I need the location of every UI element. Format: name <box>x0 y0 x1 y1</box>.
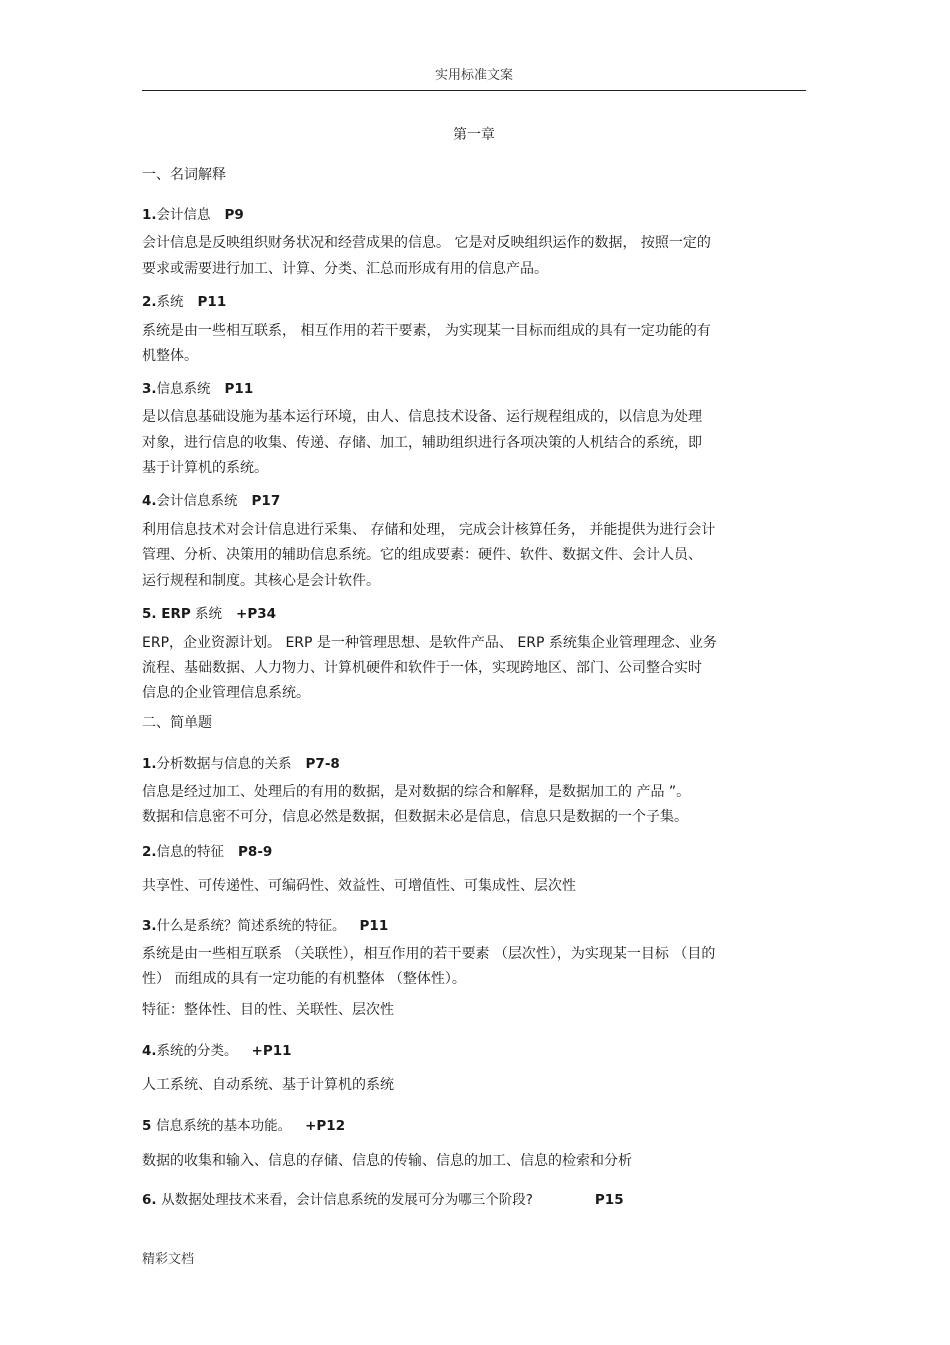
question-heading: 1.分析数据与信息的关系 P7-8 <box>142 756 340 772</box>
text-line: 对象，进行信息的收集、传递、存储、加工，辅助组织进行各项决策的人机结合的系统，即 <box>142 435 702 451</box>
header-divider <box>142 90 806 91</box>
chapter-title: 第一章 <box>453 127 495 143</box>
text-line: 系统是由一些相互联系， 相互作用的若干要素， 为实现某一目标而组成的具有一定功能的有 <box>142 323 711 339</box>
question-heading: 3.什么是系统？简述系统的特征。 P11 <box>142 918 389 934</box>
question-heading: 2.信息的特征 P8-9 <box>142 844 273 860</box>
question-heading: 5. ERP 系统 +P34 <box>142 606 277 622</box>
text-line: 人工系统、自动系统、基于计算机的系统 <box>142 1077 394 1093</box>
question-heading: 4.会计信息系统 P17 <box>142 493 281 509</box>
question-heading: 2.系统 P11 <box>142 294 227 310</box>
text-line: 系统是由一些相互联系 （关联性），相互作用的若干要素 （层次性），为实现某一目标 （目的 <box>142 946 716 962</box>
text-line: 要求或需要进行加工、计算、分类、汇总而形成有用的信息产品。 <box>142 261 548 277</box>
text-line: 信息的企业管理信息系统。 <box>142 685 310 701</box>
section-heading-terms: 一、名词解释 <box>142 167 226 183</box>
question-heading: 3.信息系统 P11 <box>142 381 254 397</box>
question-heading: 6. 从数据处理技术来看，会计信息系统的发展可分为哪三个阶段? P15 <box>142 1192 624 1208</box>
text-line: 流程、基础数据、人力物力、计算机硬件和软件于一体，实现跨地区、部门、公司整合实时 <box>142 660 702 676</box>
text-line: 数据的收集和输入、信息的存储、信息的传输、信息的加工、信息的检索和分析 <box>142 1153 632 1169</box>
text-line: 会计信息是反映组织财务状况和经营成果的信息。 它是对反映组织运作的数据， 按照一定的 <box>142 235 711 251</box>
text-line: 基于计算机的系统。 <box>142 460 268 476</box>
text-line: 信息是经过加工、处理后的有用的数据，是对数据的综合和解释，是数据加工的 产品 ”。 <box>142 784 691 800</box>
question-heading: 4.系统的分类。 +P11 <box>142 1043 292 1059</box>
text-line: 特征：整体性、目的性、关联性、层次性 <box>142 1002 394 1018</box>
page-footer: 精彩文档 <box>142 1252 195 1267</box>
text-line: 数据和信息密不可分，信息必然是数据，但数据未必是信息，信息只是数据的一个子集。 <box>142 809 688 825</box>
text-line: ERP，企业资源计划。 ERP 是一种管理思想、是软件产品、 ERP 系统集企业管理理念、业务 <box>142 635 717 651</box>
text-line: 机整体。 <box>142 348 198 364</box>
text-line: 共享性、可传递性、可编码性、效益性、可增值性、可集成性、层次性 <box>142 878 576 894</box>
question-heading: 5 信息系统的基本功能。 +P12 <box>142 1118 346 1134</box>
text-line: 运行规程和制度。其核心是会计软件。 <box>142 573 380 589</box>
text-line: 是以信息基础设施为基本运行环境，由人、信息技术设备、运行规程组成的，以信息为处理 <box>142 409 702 425</box>
text-line: 管理、分析、决策用的辅助信息系统。它的组成要素：硬件、软件、数据文件、会计人员、 <box>142 547 702 563</box>
page-header: 实用标准文案 <box>434 68 513 83</box>
question-heading: 1.会计信息 P9 <box>142 207 244 223</box>
text-line: 性） 而组成的具有一定功能的有机整体 （整体性）。 <box>142 971 466 987</box>
text-line: 利用信息技术对会计信息进行采集、 存储和处理， 完成会计核算任务， 并能提供为进行会计 <box>142 522 716 538</box>
section-heading-short: 二、简单题 <box>142 715 212 731</box>
